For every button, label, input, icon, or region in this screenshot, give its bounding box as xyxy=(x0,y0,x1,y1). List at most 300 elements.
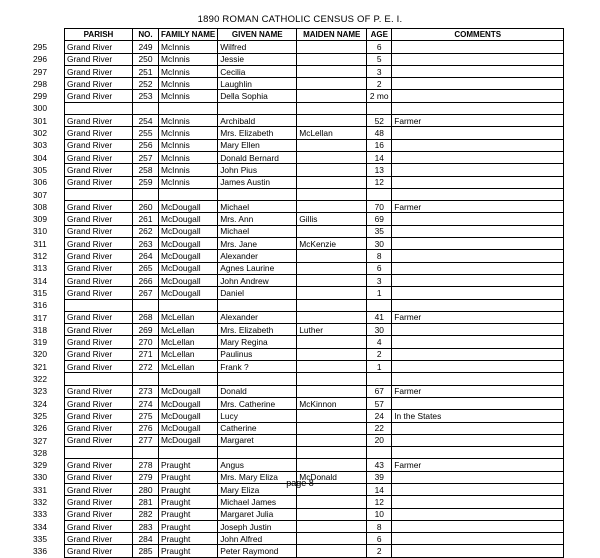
row-number: 312 xyxy=(33,251,47,262)
row-number: 299 xyxy=(33,91,47,102)
cell-age: 14 xyxy=(367,483,392,495)
cell-given-name: John Andrew xyxy=(218,274,297,286)
cell-parish: Grand River xyxy=(65,459,133,471)
cell-comments xyxy=(392,447,564,459)
row-number: 296 xyxy=(33,54,47,65)
cell-comments xyxy=(392,102,564,114)
cell-parish: Grand River xyxy=(65,115,133,127)
cell-comments xyxy=(392,422,564,434)
cell-no: 250 xyxy=(133,53,159,65)
cell-given-name xyxy=(218,299,297,311)
cell-family-name: McInnis xyxy=(159,127,218,139)
cell-age: 4 xyxy=(367,336,392,348)
table-row xyxy=(65,397,564,409)
cell-no: 269 xyxy=(133,324,159,336)
cell-parish: Grand River xyxy=(65,151,133,163)
cell-given-name xyxy=(218,188,297,200)
cell-comments xyxy=(392,545,564,557)
cell-parish xyxy=(65,188,133,200)
row-number: 336 xyxy=(33,546,47,557)
row-number: 309 xyxy=(33,214,47,225)
cell-parish: Grand River xyxy=(65,238,133,250)
cell-family-name: McInnis xyxy=(159,139,218,151)
cell-maiden-name xyxy=(297,348,367,360)
table-row xyxy=(65,151,564,163)
cell-given-name: Archibald xyxy=(218,115,297,127)
row-number: 304 xyxy=(33,152,47,163)
cell-given-name: Cecilia xyxy=(218,65,297,77)
cell-comments xyxy=(392,299,564,311)
cell-age: 41 xyxy=(367,311,392,323)
cell-comments: Farmer xyxy=(392,115,564,127)
cell-family-name xyxy=(159,373,218,385)
row-number: 315 xyxy=(33,287,47,298)
cell-comments: Farmer xyxy=(392,385,564,397)
cell-maiden-name: Luther xyxy=(297,324,367,336)
table-row xyxy=(65,164,564,176)
cell-given-name: Paulinus xyxy=(218,348,297,360)
table-row xyxy=(65,287,564,299)
cell-age: 48 xyxy=(367,127,392,139)
cell-age: 13 xyxy=(367,164,392,176)
cell-maiden-name xyxy=(297,311,367,323)
cell-family-name: Praught xyxy=(159,459,218,471)
table-row xyxy=(65,311,564,323)
cell-parish: Grand River xyxy=(65,262,133,274)
cell-maiden-name: McLellan xyxy=(297,127,367,139)
cell-age: 2 mo xyxy=(367,90,392,102)
cell-parish: Grand River xyxy=(65,533,133,545)
table-row xyxy=(65,188,564,200)
cell-family-name xyxy=(159,102,218,114)
header-given-name: GIVEN NAME xyxy=(218,29,297,41)
table-row xyxy=(65,520,564,532)
table-row xyxy=(65,274,564,286)
cell-comments xyxy=(392,496,564,508)
cell-no: 263 xyxy=(133,238,159,250)
cell-maiden-name xyxy=(297,533,367,545)
cell-maiden-name xyxy=(297,262,367,274)
cell-comments xyxy=(392,361,564,373)
cell-no: 273 xyxy=(133,385,159,397)
cell-family-name: McInnis xyxy=(159,53,218,65)
row-number: 297 xyxy=(33,66,47,77)
cell-comments xyxy=(392,53,564,65)
cell-comments xyxy=(392,151,564,163)
cell-no: 267 xyxy=(133,287,159,299)
cell-maiden-name xyxy=(297,299,367,311)
table-row xyxy=(65,434,564,446)
row-number: 313 xyxy=(33,263,47,274)
table-row xyxy=(65,176,564,188)
cell-no: 272 xyxy=(133,361,159,373)
cell-comments xyxy=(392,139,564,151)
cell-family-name: McDougall xyxy=(159,262,218,274)
table-row xyxy=(65,361,564,373)
cell-no: 280 xyxy=(133,483,159,495)
cell-maiden-name xyxy=(297,139,367,151)
cell-parish: Grand River xyxy=(65,397,133,409)
cell-parish: Grand River xyxy=(65,508,133,520)
row-number: 319 xyxy=(33,337,47,348)
table-row xyxy=(65,373,564,385)
cell-parish: Grand River xyxy=(65,176,133,188)
table-row xyxy=(65,238,564,250)
table-row xyxy=(65,225,564,237)
cell-no xyxy=(133,447,159,459)
cell-age: 12 xyxy=(367,496,392,508)
row-number: 306 xyxy=(33,177,47,188)
cell-given-name: Donald xyxy=(218,385,297,397)
table-row xyxy=(65,508,564,520)
table-row xyxy=(65,496,564,508)
cell-family-name: Praught xyxy=(159,483,218,495)
cell-given-name: Mrs. Ann xyxy=(218,213,297,225)
cell-no: 264 xyxy=(133,250,159,262)
cell-given-name: Laughlin xyxy=(218,78,297,90)
cell-maiden-name xyxy=(297,201,367,213)
cell-comments xyxy=(392,225,564,237)
table-row xyxy=(65,65,564,77)
cell-maiden-name xyxy=(297,422,367,434)
row-number: 330 xyxy=(33,472,47,483)
cell-given-name xyxy=(218,373,297,385)
cell-family-name: McLellan xyxy=(159,336,218,348)
table-row xyxy=(65,324,564,336)
cell-comments xyxy=(392,90,564,102)
cell-given-name: Joseph Justin xyxy=(218,520,297,532)
row-number: 331 xyxy=(33,484,47,495)
cell-comments xyxy=(392,336,564,348)
cell-age: 52 xyxy=(367,115,392,127)
cell-no xyxy=(133,102,159,114)
cell-maiden-name xyxy=(297,410,367,422)
cell-given-name: James Austin xyxy=(218,176,297,188)
cell-maiden-name xyxy=(297,287,367,299)
cell-no: 261 xyxy=(133,213,159,225)
cell-comments xyxy=(392,287,564,299)
table-row xyxy=(65,299,564,311)
row-number: 321 xyxy=(33,361,47,372)
cell-given-name: Della Sophia xyxy=(218,90,297,102)
row-number: 329 xyxy=(33,460,47,471)
cell-given-name: Wilfred xyxy=(218,41,297,53)
cell-maiden-name xyxy=(297,188,367,200)
cell-family-name xyxy=(159,299,218,311)
cell-parish: Grand River xyxy=(65,274,133,286)
table-row xyxy=(65,262,564,274)
cell-maiden-name xyxy=(297,385,367,397)
cell-given-name: Frank ? xyxy=(218,361,297,373)
cell-family-name: Praught xyxy=(159,471,218,483)
cell-family-name: McInnis xyxy=(159,78,218,90)
cell-given-name: Agnes Laurine xyxy=(218,262,297,274)
row-number: 333 xyxy=(33,509,47,520)
cell-no: 265 xyxy=(133,262,159,274)
cell-parish: Grand River xyxy=(65,41,133,53)
cell-comments xyxy=(392,78,564,90)
cell-parish: Grand River xyxy=(65,336,133,348)
cell-maiden-name xyxy=(297,225,367,237)
cell-maiden-name xyxy=(297,250,367,262)
row-number: 318 xyxy=(33,324,47,335)
header-age: AGE xyxy=(367,29,392,41)
cell-parish xyxy=(65,102,133,114)
cell-age: 10 xyxy=(367,508,392,520)
cell-no: 274 xyxy=(133,397,159,409)
cell-given-name: Mrs. Elizabeth xyxy=(218,127,297,139)
cell-maiden-name xyxy=(297,447,367,459)
cell-family-name: McDougall xyxy=(159,385,218,397)
cell-family-name: Praught xyxy=(159,520,218,532)
cell-maiden-name xyxy=(297,164,367,176)
cell-comments xyxy=(392,533,564,545)
header-parish: PARISH xyxy=(65,29,133,41)
cell-no: 260 xyxy=(133,201,159,213)
cell-comments xyxy=(392,65,564,77)
cell-maiden-name: McDonald xyxy=(297,471,367,483)
header-maiden-name: MAIDEN NAME xyxy=(297,29,367,41)
cell-parish: Grand River xyxy=(65,78,133,90)
row-number: 334 xyxy=(33,521,47,532)
header-family-name: FAMILY NAME xyxy=(159,29,218,41)
cell-maiden-name xyxy=(297,545,367,557)
cell-age: 20 xyxy=(367,434,392,446)
page-number: page 8 xyxy=(286,478,314,488)
cell-family-name: McLellan xyxy=(159,348,218,360)
cell-parish: Grand River xyxy=(65,324,133,336)
cell-family-name: Praught xyxy=(159,496,218,508)
cell-age: 1 xyxy=(367,361,392,373)
cell-given-name: Michael xyxy=(218,201,297,213)
cell-age: 8 xyxy=(367,250,392,262)
cell-age xyxy=(367,299,392,311)
table-row xyxy=(65,41,564,53)
cell-given-name: Catherine xyxy=(218,422,297,434)
cell-comments xyxy=(392,41,564,53)
cell-given-name: Jessie xyxy=(218,53,297,65)
cell-given-name xyxy=(218,447,297,459)
cell-family-name: McDougall xyxy=(159,201,218,213)
header-no: NO. xyxy=(133,29,159,41)
cell-parish: Grand River xyxy=(65,520,133,532)
cell-comments xyxy=(392,520,564,532)
page-title: 1890 ROMAN CATHOLIC CENSUS OF P. E. I. xyxy=(197,14,403,25)
cell-age: 39 xyxy=(367,471,392,483)
row-number: 310 xyxy=(33,226,47,237)
cell-no: 283 xyxy=(133,520,159,532)
cell-age: 8 xyxy=(367,520,392,532)
cell-age: 67 xyxy=(367,385,392,397)
cell-comments: Farmer xyxy=(392,201,564,213)
cell-age: 1 xyxy=(367,287,392,299)
cell-maiden-name: McKinnon xyxy=(297,397,367,409)
row-number: 308 xyxy=(33,201,47,212)
cell-family-name: McInnis xyxy=(159,115,218,127)
cell-age: 12 xyxy=(367,176,392,188)
cell-no: 254 xyxy=(133,115,159,127)
row-number: 322 xyxy=(33,374,47,385)
table-row xyxy=(65,78,564,90)
row-number: 317 xyxy=(33,312,47,323)
cell-parish: Grand River xyxy=(65,545,133,557)
table-row xyxy=(65,53,564,65)
cell-age: 3 xyxy=(367,65,392,77)
cell-parish: Grand River xyxy=(65,471,133,483)
cell-family-name: McInnis xyxy=(159,176,218,188)
cell-no: 249 xyxy=(133,41,159,53)
cell-given-name: Donald Bernard xyxy=(218,151,297,163)
cell-parish: Grand River xyxy=(65,483,133,495)
cell-given-name xyxy=(218,102,297,114)
cell-age: 14 xyxy=(367,151,392,163)
table-row xyxy=(65,410,564,422)
cell-given-name: Mary Eliza xyxy=(218,483,297,495)
cell-no: 281 xyxy=(133,496,159,508)
cell-parish: Grand River xyxy=(65,127,133,139)
row-number: 303 xyxy=(33,140,47,151)
cell-family-name: McDougall xyxy=(159,213,218,225)
cell-given-name: Mrs. Elizabeth xyxy=(218,324,297,336)
cell-given-name: Angus xyxy=(218,459,297,471)
cell-age xyxy=(367,373,392,385)
cell-age: 5 xyxy=(367,53,392,65)
header-row xyxy=(65,29,564,41)
cell-family-name: McInnis xyxy=(159,164,218,176)
cell-family-name: McInnis xyxy=(159,90,218,102)
cell-family-name: McDougall xyxy=(159,287,218,299)
cell-comments xyxy=(392,176,564,188)
cell-no: 268 xyxy=(133,311,159,323)
row-number: 335 xyxy=(33,533,47,544)
cell-age: 43 xyxy=(367,459,392,471)
cell-comments xyxy=(392,434,564,446)
cell-maiden-name xyxy=(297,41,367,53)
cell-no: 253 xyxy=(133,90,159,102)
cell-parish: Grand River xyxy=(65,164,133,176)
table-row xyxy=(65,459,564,471)
cell-age: 24 xyxy=(367,410,392,422)
row-number: 302 xyxy=(33,128,47,139)
row-number: 328 xyxy=(33,447,47,458)
cell-parish: Grand River xyxy=(65,385,133,397)
table-row xyxy=(65,250,564,262)
table-row xyxy=(65,115,564,127)
cell-no: 258 xyxy=(133,164,159,176)
cell-parish: Grand River xyxy=(65,225,133,237)
cell-maiden-name xyxy=(297,373,367,385)
cell-family-name: McLellan xyxy=(159,361,218,373)
cell-parish xyxy=(65,373,133,385)
cell-age: 6 xyxy=(367,533,392,545)
cell-family-name: McDougall xyxy=(159,274,218,286)
cell-no: 275 xyxy=(133,410,159,422)
cell-comments xyxy=(392,397,564,409)
cell-parish: Grand River xyxy=(65,213,133,225)
table-row xyxy=(65,533,564,545)
table-row xyxy=(65,422,564,434)
cell-no: 255 xyxy=(133,127,159,139)
cell-parish: Grand River xyxy=(65,65,133,77)
cell-no xyxy=(133,299,159,311)
cell-given-name: Alexander xyxy=(218,311,297,323)
cell-no xyxy=(133,373,159,385)
cell-age xyxy=(367,447,392,459)
row-number: 311 xyxy=(33,238,47,249)
cell-family-name: McDougall xyxy=(159,397,218,409)
cell-age: 6 xyxy=(367,41,392,53)
cell-no: 276 xyxy=(133,422,159,434)
cell-family-name xyxy=(159,188,218,200)
row-number: 320 xyxy=(33,349,47,360)
cell-no: 262 xyxy=(133,225,159,237)
cell-comments xyxy=(392,213,564,225)
table-row xyxy=(65,385,564,397)
cell-age: 57 xyxy=(367,397,392,409)
row-number: 301 xyxy=(33,115,47,126)
cell-no: 270 xyxy=(133,336,159,348)
cell-maiden-name xyxy=(297,520,367,532)
cell-parish: Grand River xyxy=(65,287,133,299)
cell-maiden-name xyxy=(297,336,367,348)
table-row xyxy=(65,90,564,102)
cell-comments: Farmer xyxy=(392,459,564,471)
cell-no: 278 xyxy=(133,459,159,471)
cell-comments xyxy=(392,250,564,262)
cell-no xyxy=(133,188,159,200)
cell-given-name: Mrs. Catherine xyxy=(218,397,297,409)
cell-family-name: McDougall xyxy=(159,250,218,262)
cell-age: 6 xyxy=(367,262,392,274)
cell-parish xyxy=(65,299,133,311)
cell-no: 284 xyxy=(133,533,159,545)
cell-comments: In the States xyxy=(392,410,564,422)
cell-age: 3 xyxy=(367,274,392,286)
table-row xyxy=(65,102,564,114)
cell-age: 70 xyxy=(367,201,392,213)
cell-age xyxy=(367,188,392,200)
cell-age: 30 xyxy=(367,238,392,250)
cell-no: 251 xyxy=(133,65,159,77)
cell-parish: Grand River xyxy=(65,348,133,360)
cell-family-name: McInnis xyxy=(159,65,218,77)
cell-no: 279 xyxy=(133,471,159,483)
cell-maiden-name xyxy=(297,151,367,163)
cell-family-name: McLellan xyxy=(159,324,218,336)
row-number: 307 xyxy=(33,189,47,200)
row-number: 295 xyxy=(33,42,47,52)
cell-comments xyxy=(392,262,564,274)
cell-age: 22 xyxy=(367,422,392,434)
cell-no: 266 xyxy=(133,274,159,286)
cell-maiden-name xyxy=(297,434,367,446)
table-row xyxy=(65,139,564,151)
row-number: 326 xyxy=(33,423,47,434)
cell-comments xyxy=(392,373,564,385)
table-row xyxy=(65,348,564,360)
cell-comments xyxy=(392,238,564,250)
table-row xyxy=(65,336,564,348)
cell-age: 2 xyxy=(367,545,392,557)
cell-given-name: Mrs. Mary Eliza xyxy=(218,471,297,483)
cell-parish: Grand River xyxy=(65,250,133,262)
cell-given-name: Margaret xyxy=(218,434,297,446)
cell-maiden-name xyxy=(297,496,367,508)
cell-no: 257 xyxy=(133,151,159,163)
cell-comments xyxy=(392,274,564,286)
cell-maiden-name xyxy=(297,65,367,77)
cell-given-name: Lucy xyxy=(218,410,297,422)
